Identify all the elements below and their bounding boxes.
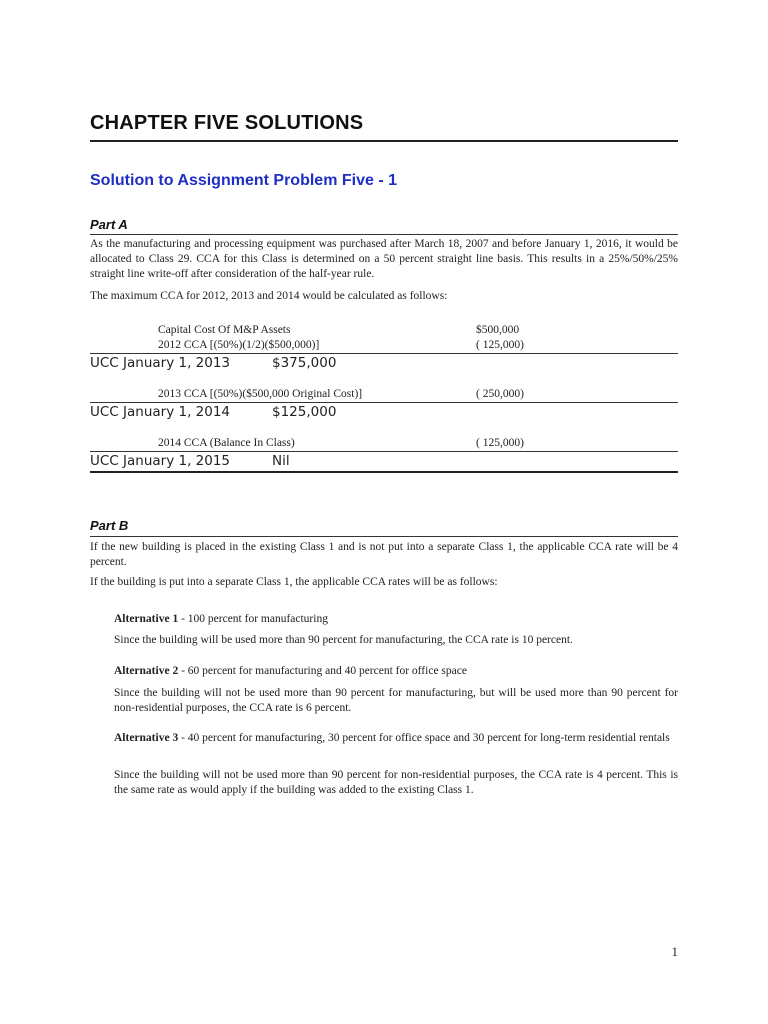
schedule-total-rule — [90, 471, 678, 473]
part-a-paragraph-1: As the manufacturing and processing equipment was purchased after March 18, 2007 and before January 1, 2016, it would be allocated to Class 29. CCA for this Class is determined on a 50 percent straight line basis. This results in a 25%/50%/25% straight line write-off after consideration of the half-year rule. — [90, 238, 678, 280]
alternative-1-title: Alternative 1 — [114, 613, 179, 625]
ucc-label-2015: UCC January 1, 2015 — [90, 453, 231, 469]
alternative-3-title: Alternative 3 — [114, 732, 179, 744]
part-b-paragraph-1: If the new building is placed in the existing Class 1 and is not put into a separate Class 1, the applicable CCA rate will be 4 percent. — [90, 541, 678, 568]
schedule-label-2014-cca: 2014 CCA (Balance In Class) — [158, 437, 295, 449]
part-b-rule — [90, 536, 678, 537]
chapter-title: CHAPTER FIVE SOLUTIONS — [90, 112, 364, 134]
alternative-3-text: Since the building will not be used more than 90 percent for non-residential purposes, the CCA rate is 4 percent. This is the same rate as would apply if the building was added to the existing Class 1. — [114, 769, 678, 796]
schedule-label-capital-cost: Capital Cost Of M&P Assets — [158, 324, 291, 336]
alternative-3-description: - 40 percent for manufacturing, 30 percent for office space and 30 percent for long-term residential rentals — [178, 732, 670, 744]
alternative-2-heading — [114, 664, 678, 679]
alternative-2-description: - 60 percent for manufacturing and 40 percent for office space — [178, 665, 467, 677]
ucc-amount-2015: Nil — [272, 453, 290, 469]
part-a-paragraph-2: The maximum CCA for 2012, 2013 and 2014 would be calculated as follows: — [90, 290, 448, 302]
part-a-label: Part A — [90, 217, 128, 232]
alternative-3-heading — [114, 731, 678, 746]
alternative-2-text: Since the building will not be used more than 90 percent for manufacturing, but will be used more than 90 percent for non-residential purposes, the CCA rate is 6 percent. — [114, 687, 678, 714]
schedule-amount-2014-cca: ( 125,000) — [476, 437, 524, 449]
ucc-amount-2014: $125,000 — [272, 404, 337, 420]
part-b-paragraph-2: If the building is put into a separate Class 1, the applicable CCA rates will be as follows: — [90, 576, 498, 588]
alternative-2-title: Alternative 2 — [114, 665, 179, 677]
schedule-amount-2013-cca: ( 250,000) — [476, 388, 524, 400]
schedule-rule-1 — [90, 353, 678, 354]
schedule-label-2012-cca: 2012 CCA [(50%)(1/2)($500,000)] — [158, 339, 320, 351]
schedule-rule-2 — [90, 402, 678, 403]
page-number: 1 — [671, 944, 678, 959]
part-b-label: Part B — [90, 518, 129, 533]
schedule-rule-3 — [90, 451, 678, 452]
ucc-label-2014: UCC January 1, 2014 — [90, 404, 231, 420]
schedule-amount-2012-cca: ( 125,000) — [476, 339, 524, 351]
part-a-rule — [90, 234, 678, 235]
problem-heading: Solution to Assignment Problem Five - 1 — [90, 172, 397, 189]
alternative-1-description: - 100 percent for manufacturing — [178, 613, 328, 625]
alternative-1-heading — [114, 612, 678, 627]
schedule-label-2013-cca: 2013 CCA [(50%)($500,000 Original Cost)] — [158, 388, 363, 400]
title-rule — [90, 140, 678, 142]
alternative-1-text: Since the building will be used more than 90 percent for manufacturing, the CCA rate is 10 percent. — [114, 634, 573, 646]
ucc-amount-2013: $375,000 — [272, 355, 337, 371]
ucc-label-2013: UCC January 1, 2013 — [90, 355, 231, 371]
schedule-amount-capital-cost: $500,000 — [476, 324, 520, 336]
